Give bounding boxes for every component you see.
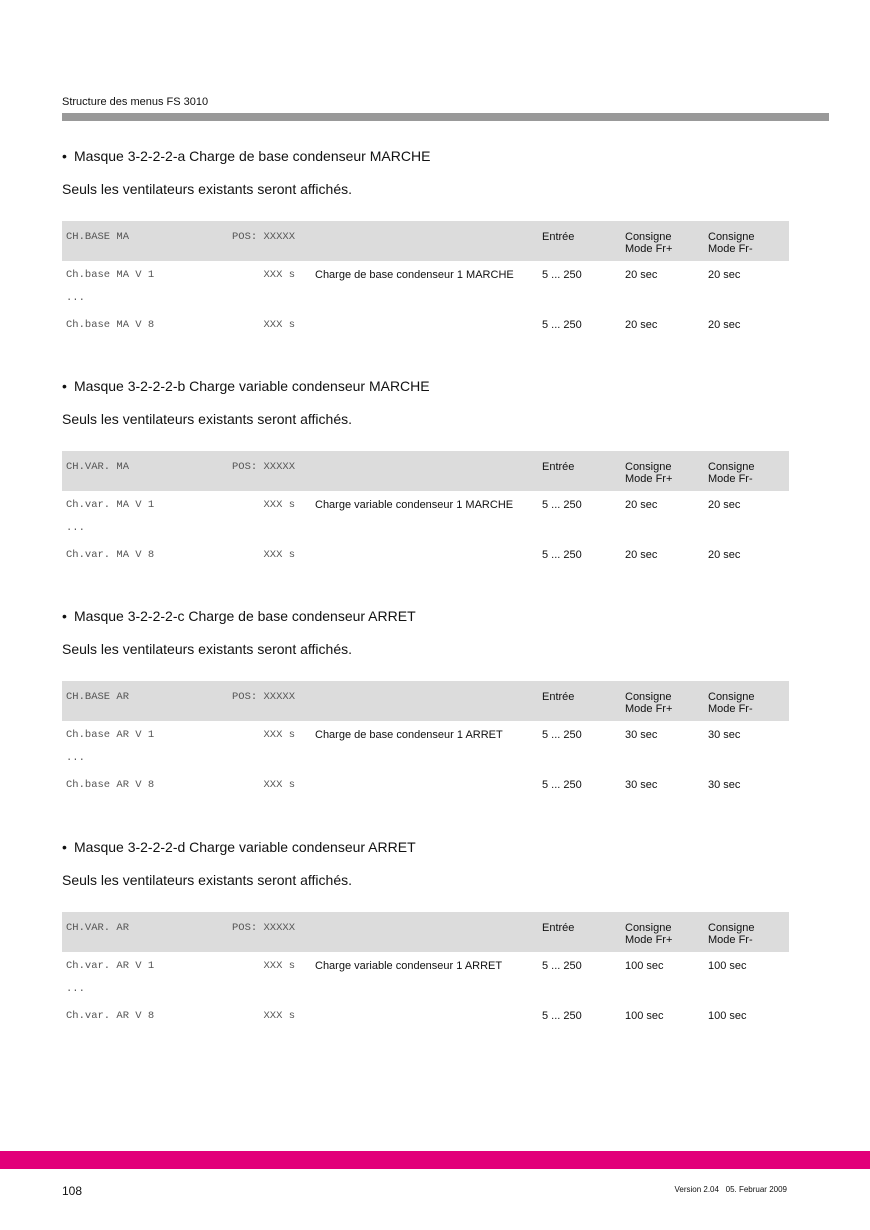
table-row <box>62 771 789 796</box>
row-description: Charge de base condenseur 1 ARRET <box>315 729 503 741</box>
row-value: XXX s <box>263 960 295 972</box>
row-consigne-minus: 20 sec <box>708 319 741 331</box>
table-row <box>62 721 789 746</box>
row-description: Charge variable condenseur 1 MARCHE <box>315 499 514 511</box>
version-info: Version 2.04 05. Februar 2009 <box>674 1185 787 1194</box>
row-value: XXX s <box>263 729 295 741</box>
mask-section-d <box>62 837 789 1022</box>
row-consigne-plus: 20 sec <box>625 269 658 281</box>
bullet-icon: • <box>62 839 67 855</box>
row-name: Ch.base MA V 8 <box>66 319 155 331</box>
row-name: Ch.base AR V 8 <box>66 779 155 791</box>
header-mask-name: CH.BASE AR <box>62 681 222 721</box>
row-range: 5 ... 250 <box>542 1010 582 1022</box>
section-note: Seuls les ventilateurs existants seront affichés. <box>62 411 353 427</box>
row-consigne-minus: 100 sec <box>708 960 747 972</box>
section-heading: • Masque 3-2-2-2-c Charge de base condenseur ARRET <box>62 608 416 624</box>
row-value: XXX s <box>263 269 295 281</box>
table-header-row <box>62 912 789 952</box>
bullet-icon: • <box>62 148 67 164</box>
row-range: 5 ... 250 <box>542 269 582 281</box>
row-description <box>295 1002 542 1027</box>
row-name: Ch.base MA V 1 <box>66 269 155 281</box>
ellipsis-row <box>62 746 789 771</box>
row-name: Ch.var. MA V 8 <box>66 549 155 561</box>
mask-table <box>62 912 789 1027</box>
row-range: 5 ... 250 <box>542 729 582 741</box>
ellipsis: ... <box>66 983 85 995</box>
mask-table <box>62 221 789 336</box>
section-note: Seuls les ventilateurs existants seront affichés. <box>62 872 353 888</box>
header-description <box>295 912 542 952</box>
header-entree: Entrée <box>542 912 625 952</box>
row-consigne-minus: 20 sec <box>708 269 741 281</box>
row-range: 5 ... 250 <box>542 960 582 972</box>
row-range: 5 ... 250 <box>542 499 582 511</box>
row-value: XXX s <box>263 319 295 331</box>
header-pos: POS: XXXXX <box>222 221 295 261</box>
page-header-title: Structure des menus FS 3010 <box>62 96 209 108</box>
header-consigne-minus: Consigne Mode Fr- <box>708 912 789 952</box>
row-name: Ch.base AR V 1 <box>66 729 155 741</box>
ellipsis-row <box>62 286 789 311</box>
section-heading: • Masque 3-2-2-2-a Charge de base condenseur MARCHE <box>62 148 431 164</box>
header-pos: POS: XXXXX <box>222 451 295 491</box>
ellipsis: ... <box>66 522 85 534</box>
row-consigne-plus: 30 sec <box>625 729 658 741</box>
bullet-icon: • <box>62 378 67 394</box>
ellipsis: ... <box>66 752 85 764</box>
row-consigne-minus: 100 sec <box>708 1010 747 1022</box>
row-consigne-plus: 100 sec <box>625 1010 664 1022</box>
row-range: 5 ... 250 <box>542 779 582 791</box>
header-rule <box>62 113 829 121</box>
row-value: XXX s <box>263 1010 295 1022</box>
mask-section-c <box>62 606 789 791</box>
row-value: XXX s <box>263 549 295 561</box>
header-mask-name: CH.VAR. AR <box>62 912 222 952</box>
header-consigne-minus: Consigne Mode Fr- <box>708 221 789 261</box>
table-row <box>62 491 789 516</box>
ellipsis-row <box>62 516 789 541</box>
header-consigne-plus: Consigne Mode Fr+ <box>625 681 708 721</box>
row-range: 5 ... 250 <box>542 549 582 561</box>
mask-section-a <box>62 146 789 331</box>
row-consigne-plus: 20 sec <box>625 499 658 511</box>
row-consigne-minus: 30 sec <box>708 779 741 791</box>
table-row <box>62 541 789 566</box>
row-name: Ch.var. MA V 1 <box>66 499 155 511</box>
table-header-row <box>62 221 789 261</box>
header-pos: POS: XXXXX <box>222 681 295 721</box>
table-header-row <box>62 681 789 721</box>
section-note: Seuls les ventilateurs existants seront affichés. <box>62 181 353 197</box>
mask-section-b <box>62 376 789 561</box>
mask-table <box>62 451 789 566</box>
row-value: XXX s <box>263 779 295 791</box>
header-entree: Entrée <box>542 681 625 721</box>
row-consigne-plus: 20 sec <box>625 319 658 331</box>
header-entree: Entrée <box>542 221 625 261</box>
header-description <box>295 681 542 721</box>
ellipsis: ... <box>66 292 85 304</box>
row-description <box>295 541 542 566</box>
row-value: XXX s <box>263 499 295 511</box>
header-consigne-plus: Consigne Mode Fr+ <box>625 451 708 491</box>
footer-accent-bar <box>0 1151 870 1169</box>
row-description: Charge de base condenseur 1 MARCHE <box>315 269 514 281</box>
bullet-icon: • <box>62 608 67 624</box>
table-row <box>62 952 789 977</box>
header-mask-name: CH.VAR. MA <box>62 451 222 491</box>
row-description <box>295 311 542 336</box>
table-header-row <box>62 451 789 491</box>
row-range: 5 ... 250 <box>542 319 582 331</box>
row-consigne-plus: 20 sec <box>625 549 658 561</box>
header-consigne-minus: Consigne Mode Fr- <box>708 681 789 721</box>
table-row <box>62 1002 789 1027</box>
header-consigne-plus: Consigne Mode Fr+ <box>625 221 708 261</box>
table-row <box>62 261 789 286</box>
row-consigne-minus: 20 sec <box>708 499 741 511</box>
header-pos: POS: XXXXX <box>222 912 295 952</box>
mask-table <box>62 681 789 796</box>
header-consigne-minus: Consigne Mode Fr- <box>708 451 789 491</box>
table-row <box>62 311 789 336</box>
header-entree: Entrée <box>542 451 625 491</box>
section-heading: • Masque 3-2-2-2-b Charge variable condenseur MARCHE <box>62 378 430 394</box>
row-description <box>295 771 542 796</box>
row-consigne-minus: 20 sec <box>708 549 741 561</box>
page-number: 108 <box>62 1184 83 1198</box>
row-consigne-plus: 30 sec <box>625 779 658 791</box>
header-consigne-plus: Consigne Mode Fr+ <box>625 912 708 952</box>
row-description: Charge variable condenseur 1 ARRET <box>315 960 503 972</box>
row-consigne-minus: 30 sec <box>708 729 741 741</box>
ellipsis-row <box>62 977 789 1002</box>
header-description <box>295 221 542 261</box>
row-name: Ch.var. AR V 1 <box>66 960 155 972</box>
section-heading: • Masque 3-2-2-2-d Charge variable condenseur ARRET <box>62 839 416 855</box>
header-mask-name: CH.BASE MA <box>62 221 222 261</box>
header-description <box>295 451 542 491</box>
row-name: Ch.var. AR V 8 <box>66 1010 155 1022</box>
section-note: Seuls les ventilateurs existants seront affichés. <box>62 641 353 657</box>
row-consigne-plus: 100 sec <box>625 960 664 972</box>
